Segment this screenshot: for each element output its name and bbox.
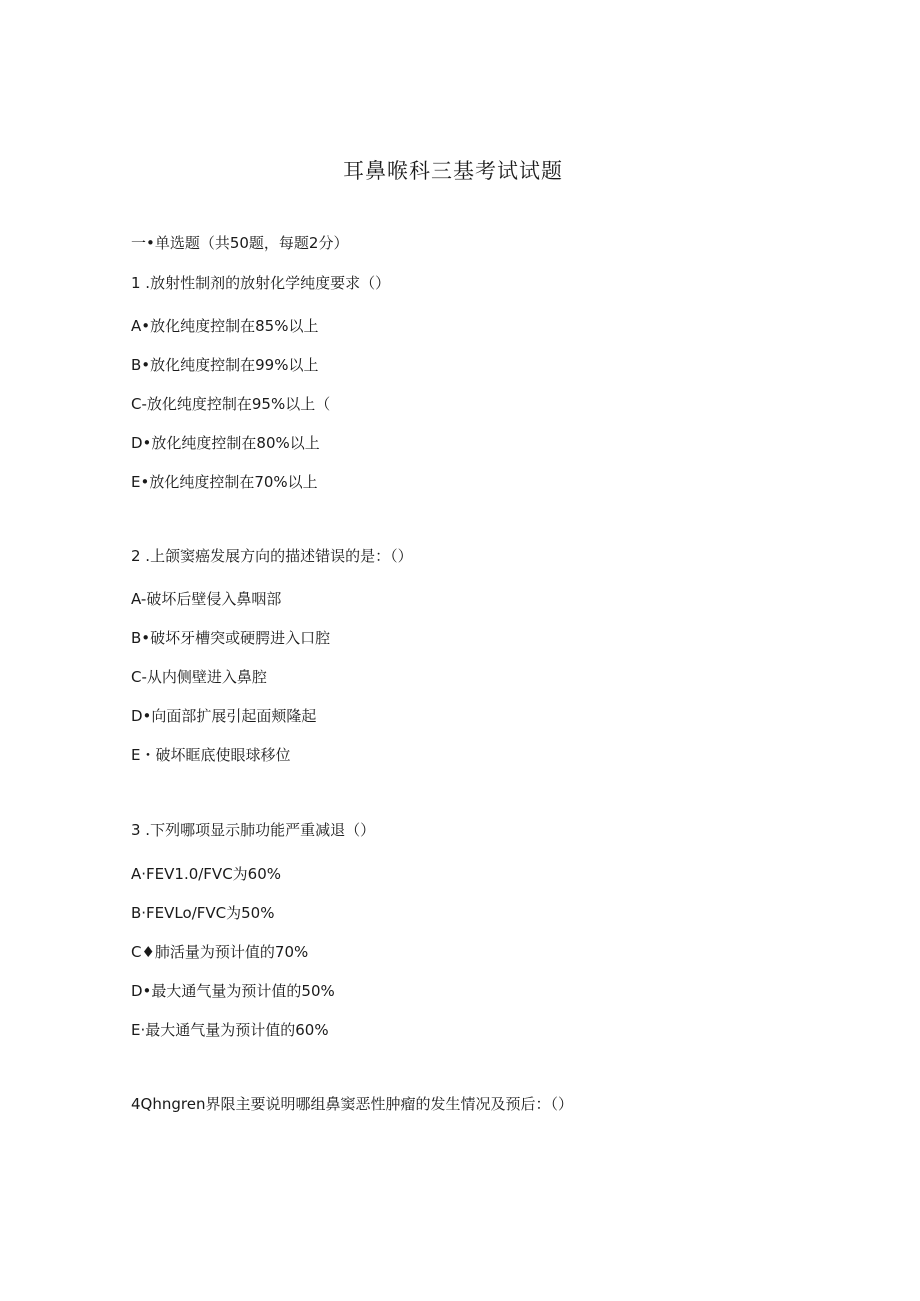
question-3-option-b: B·FEVLo/FVC为50% — [131, 904, 275, 922]
question-3-option-d: D•最大通气量为预计值的50% — [131, 982, 335, 1000]
question-3-option-a: A·FEV1.0/FVC为60% — [131, 865, 282, 883]
question-3-option-e: E·最大通气量为预计值的60% — [131, 1021, 329, 1039]
question-2-option-a: A-破坏后壁侵入鼻咽部 — [131, 590, 282, 608]
question-1-option-b: B•放化纯度控制在99%以上 — [131, 356, 319, 374]
question-3-stem: 3 .下列哪项显示肺功能严重减退（） — [131, 821, 376, 839]
question-1-option-a: A•放化纯度控制在85%以上 — [131, 317, 319, 335]
question-1-option-e: E•放化纯度控制在70%以上 — [131, 473, 318, 491]
question-4-stem: 4Qhngren界限主要说明哪组鼻窦恶性肿瘤的发生情况及预后：（） — [131, 1095, 573, 1113]
question-2-option-d: D•向面部扩展引起面颊隆起 — [131, 707, 317, 725]
question-1-stem: 1 .放射性制剂的放射化学纯度要求（） — [131, 274, 391, 292]
question-3-option-c: C♦肺活量为预计值的70% — [131, 943, 309, 961]
question-1-option-c: C-放化纯度控制在95%以上（ — [131, 395, 331, 413]
question-2-option-e: E・破坏眶底使眼球移位 — [131, 746, 291, 764]
section-heading: 一•单选题（共50题，每题2分） — [131, 234, 349, 252]
question-2-option-b: B•破坏牙槽突或硬腭进入口腔 — [131, 629, 331, 647]
page-title: 耳鼻喉科三基考试试题 — [343, 159, 563, 183]
question-1-option-d: D•放化纯度控制在80%以上 — [131, 434, 320, 452]
question-2-stem: 2 .上颌窦癌发展方向的描述错误的是：（） — [131, 547, 413, 565]
question-2-option-c: C-从内侧壁进入鼻腔 — [131, 668, 267, 686]
